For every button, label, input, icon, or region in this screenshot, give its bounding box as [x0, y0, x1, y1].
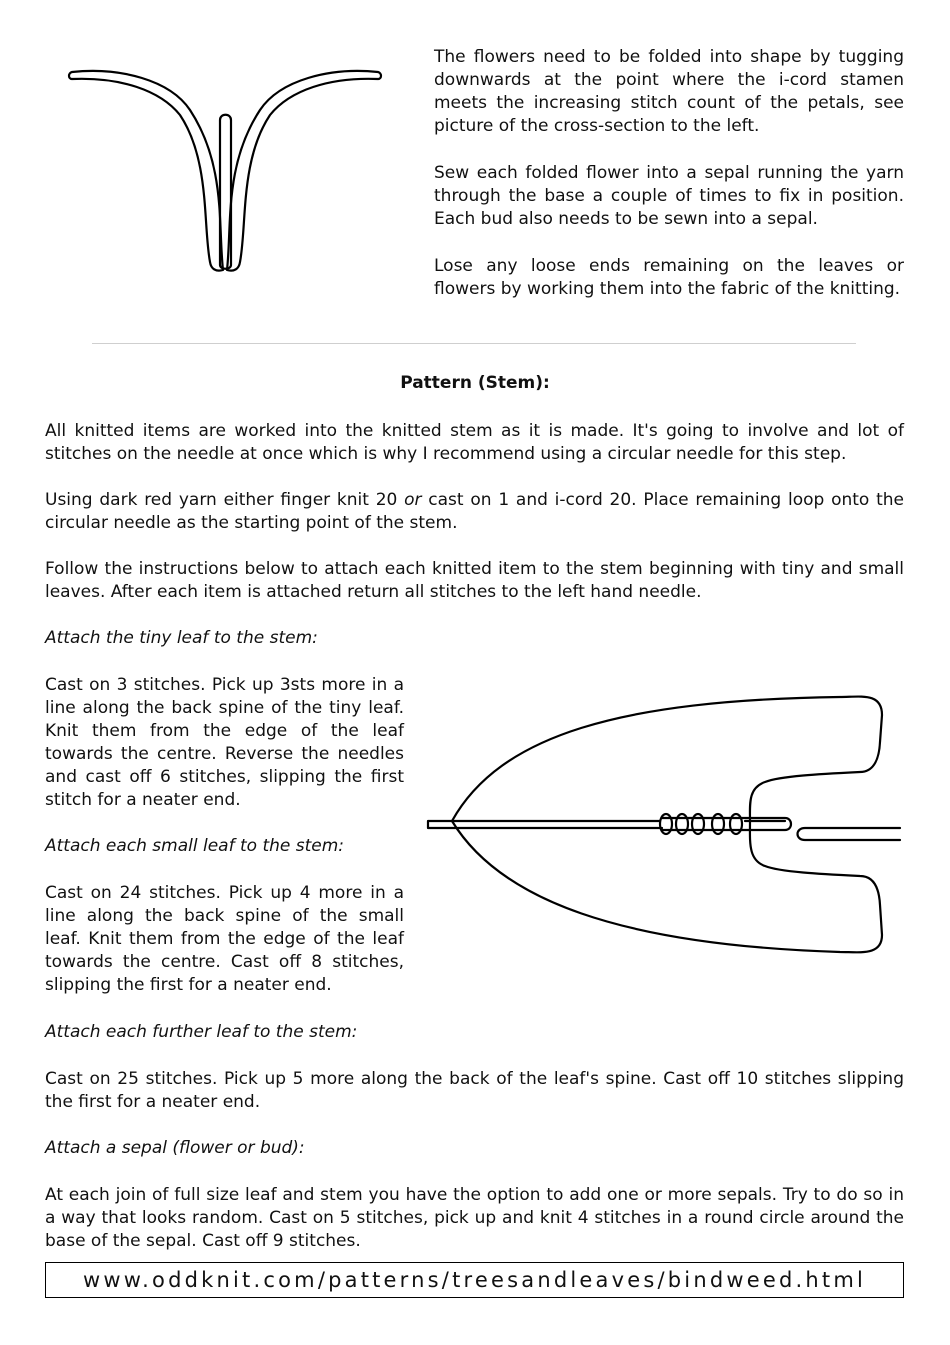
- intro-paragraph-3: Follow the instructions below to attach each knitted item to the stem beginning with tiny and small leaves. After each item is attached return all stitches to the left hand needle.: [45, 559, 904, 602]
- intro-paragraph-1: All knitted items are worked into the knitted stem as it is made. It's going to involve and lot of stitches on the needle at once which is why I recommend using a circular needle for this step.: [45, 421, 904, 464]
- sepal-heading: Attach a sepal (flower or bud):: [45, 1138, 305, 1158]
- small-leaf-text: Cast on 24 stitches. Pick up 4 more in a line along the back spine of the small leaf. Knit them from the edge of the leaf towards the centre. Cast off 8 stitches, slipping the first for a neater end.: [45, 883, 404, 995]
- section-title: Pattern (Stem):: [400, 373, 550, 393]
- sepal-text: At each join of full size leaf and stem you have the option to add one or more sepals. Try to do so in a way that looks random. Cast on 5 stitches, pick up and knit 4 stitches in a round circle around the base of the sepal. Cast off 9 stitches.: [45, 1185, 904, 1251]
- leaf-on-needle-illustration: [420, 690, 910, 960]
- further-leaf-text: Cast on 25 stitches. Pick up 5 more along the back of the leaf's spine. Cast off 10 stitches slipping the first for a neater end.: [45, 1069, 904, 1112]
- further-leaf-heading: Attach each further leaf to the stem:: [45, 1022, 358, 1042]
- footer-url-box: [45, 1262, 904, 1298]
- sewing-paragraph: Sew each folded flower into a sepal running the yarn through the base a couple of times to fix in position. Each bud also needs to be sewn into a sepal.: [434, 163, 904, 229]
- intro-p2-end: cast on 1 and i-cord 20. Place remaining loop onto the circular needle as the starting point of the stem.: [45, 490, 904, 533]
- flower-cross-section-illustration: [60, 55, 400, 280]
- intro-p2-or: or: [404, 490, 422, 510]
- small-leaf-heading: Attach each small leaf to the stem:: [45, 836, 345, 856]
- intro-paragraph-2: [45, 489, 904, 535]
- footer-url[interactable]: www.oddknit.com/patterns/treesandleaves/bindweed.html: [82, 1268, 867, 1292]
- folding-paragraph: The flowers need to be folded into shape by tugging downwards at the point where the i-cord stamen meets the increasing stitch count of the petals, see picture of the cross-section to the left.: [434, 47, 904, 136]
- loose-ends-paragraph: Lose any loose ends remaining on the leaves or flowers by working them into the fabric of the knitting.: [434, 256, 904, 299]
- section-divider: [92, 343, 856, 344]
- intro-p2-start: Using dark red yarn either finger knit 20: [45, 490, 405, 510]
- tiny-leaf-text: Cast on 3 stitches. Pick up 3sts more in a line along the back spine of the tiny leaf. Knit them from the edge of the leaf towards the centre. Reverse the needles and cast off 6 stitches, slipping the first stitch for a neater end.: [45, 675, 404, 810]
- tiny-leaf-heading: Attach the tiny leaf to the stem:: [45, 628, 318, 648]
